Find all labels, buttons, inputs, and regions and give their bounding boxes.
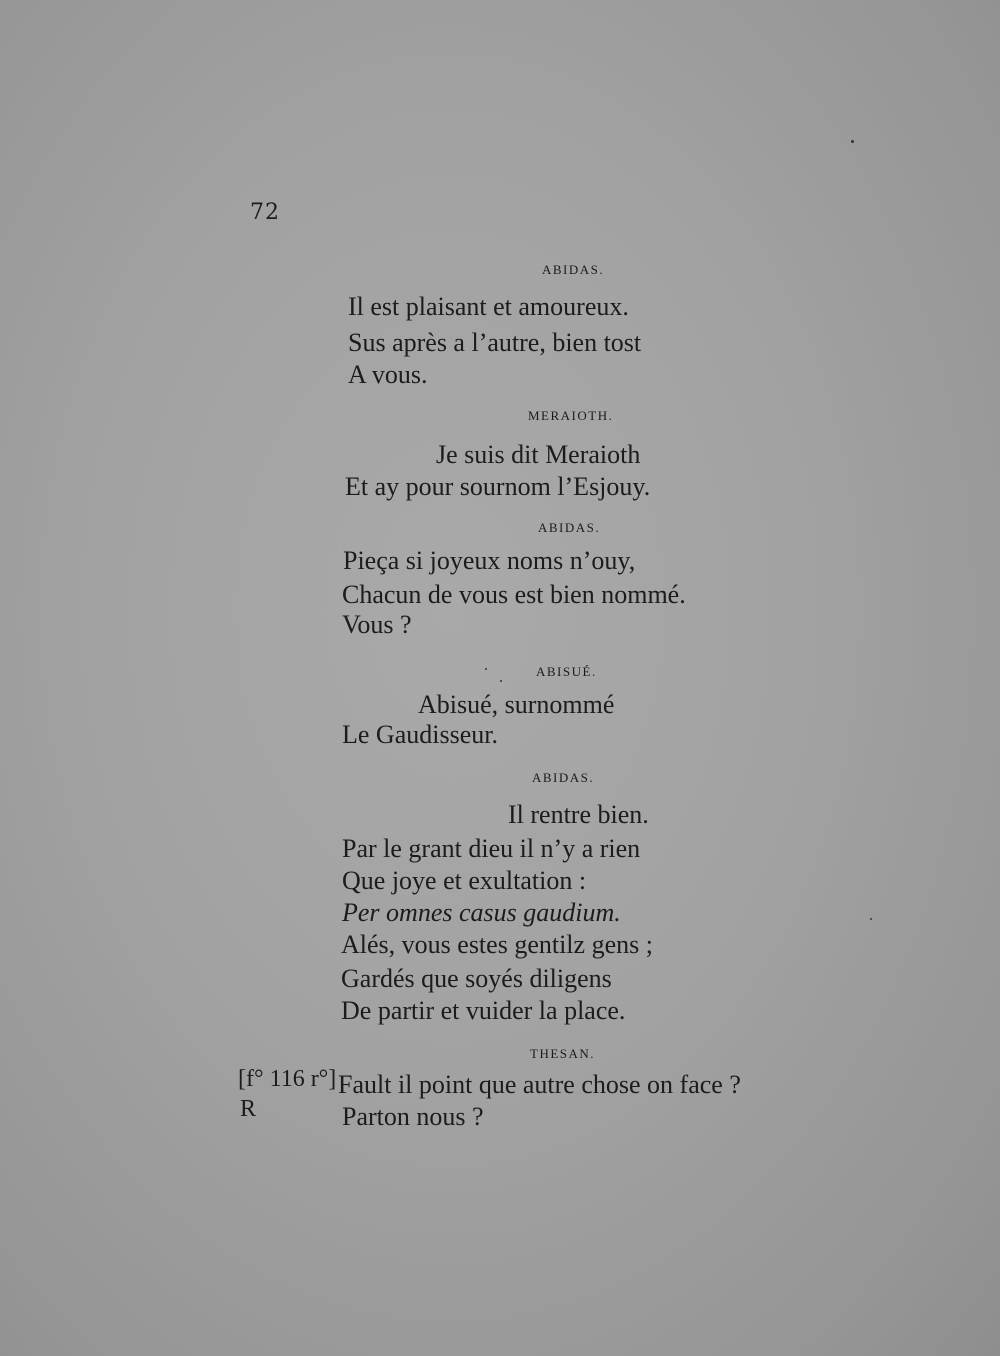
paper-speck bbox=[870, 918, 872, 920]
verse-line: Abisué, surnommé bbox=[418, 690, 615, 719]
speaker-name: MERAIOTH. bbox=[528, 408, 614, 423]
verse-line: Chacun de vous est bien nommé. bbox=[342, 580, 686, 609]
latin-verse-line: Per omnes casus gaudium. bbox=[342, 898, 621, 927]
verse-line: Il rentre bien. bbox=[508, 800, 649, 829]
verse-line: Parton nous ? bbox=[342, 1102, 484, 1131]
verse-line: Il est plaisant et amoureux. bbox=[348, 292, 629, 321]
verse-line: De partir et vuider la place. bbox=[341, 996, 626, 1025]
verse-line: Vous ? bbox=[342, 610, 412, 639]
speaker-name: ABIDAS. bbox=[532, 770, 595, 785]
speaker-name: THESAN. bbox=[530, 1046, 596, 1061]
margin-letter: R bbox=[240, 1096, 257, 1122]
verse-line: Le Gaudisseur. bbox=[342, 720, 498, 749]
verse-line: Alés, vous estes gentilz gens ; bbox=[341, 930, 653, 959]
speaker-name: ABIDAS. bbox=[542, 262, 605, 277]
paper-speck bbox=[851, 140, 854, 143]
verse-line: Sus après a l’autre, bien tost bbox=[348, 328, 642, 357]
verse-line: Pieça si joyeux noms n’ouy, bbox=[343, 546, 636, 575]
verse-line: Fault il point que autre chose on face ? bbox=[338, 1070, 741, 1099]
verse-line: Gardés que soyés diligens bbox=[341, 964, 612, 993]
verse-line: Que joye et exultation : bbox=[342, 866, 587, 895]
speaker-name: ABISUÉ. bbox=[536, 664, 597, 679]
paper-speck bbox=[500, 680, 502, 682]
paper-speck bbox=[485, 668, 487, 670]
verse-line: Par le grant dieu il n’y a rien bbox=[342, 834, 641, 863]
page-number: 72 bbox=[250, 200, 280, 225]
verse-line: Je suis dit Meraioth bbox=[436, 440, 641, 469]
folio-reference: [f° 116 r°] bbox=[238, 1066, 337, 1092]
verse-line: A vous. bbox=[348, 360, 428, 389]
verse-line: Et ay pour sournom l’Esjouy. bbox=[345, 472, 651, 501]
speaker-name: ABIDAS. bbox=[538, 520, 601, 535]
